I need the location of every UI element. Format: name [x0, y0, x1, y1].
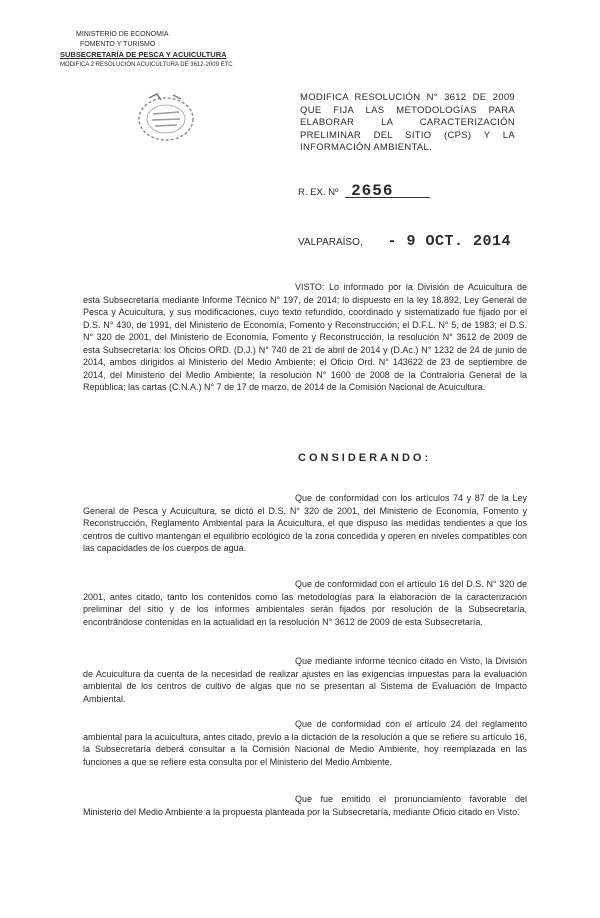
considerando-paragraph: Que de conformidad con los artículos 74 y 87 de la Ley General de Pesca y Acuicultura, se dictó el D.S. N° 320 de 2001, del Ministerio de Economía, Fomento y Reconstrucción, Reglamento Ambiental para la Acuicultura, el que dispuso las medidas tendientes a que los centros de cultivo mantengan el equilibrio ecológico de la zona concedida y operen en niveles compatibles con las capacidades de los cuerpos de agua. [83, 493, 527, 553]
ministry-subtitle: FOMENTO Y TURISMO [80, 41, 156, 48]
rex-value: 2656 [351, 182, 394, 200]
document-title: MODIFICA RESOLUCIÓN N° 3612 DE 2009 QUE FIJA LAS METODOLOGÍAS PARA ELABORAR LA CARACTERIZACIÓN PRELIMINAR DEL SITIO (CPS) Y LA INFORMACIÓN AMBIENTAL. [300, 92, 515, 153]
place-date [298, 233, 511, 250]
ministry-name: MINISTERIO DE ECONOMÍA [76, 31, 169, 38]
subsecretaria-name: SUBSECRETARÍA DE PESCA Y ACUICULTURA [60, 50, 227, 59]
considerando-paragraph: Que de conformidad con el artículo 24 del reglamento ambiental para la acuicultura, antes citado, previo a la dictación de la resolución a que se refiere su artículo 16, la Subsecretaría deberá consultar a la Comisión Nacional de Medio Ambiente, hoy reemplazada en las funciones a que se refiere esta consulta por el Ministerio del Medio Ambiente. [83, 719, 527, 767]
considerando-paragraph: Que de conformidad con el artículo 16 del D.S. N° 320 de 2001, antes citado, tanto los contenidos como las metodologías para la elaboración de la caracterización preliminar del sitio y de los informes ambientales serán fijados por resolución de la Subsecretaría, encontrándose contenidas en la actualidad en la resolución N° 3612 de 2009 de esta Subsecretaría. [83, 579, 527, 627]
rex-label: R. EX. Nº [298, 187, 339, 198]
rex-underline [345, 197, 430, 198]
date-stamp: - 9 OCT. 2014 [387, 233, 511, 250]
considerando-heading: CONSIDERANDO: [298, 452, 432, 464]
place: VALPARAÍSO, [298, 237, 363, 248]
official-stamp-icon [135, 92, 197, 144]
visto-paragraph: VISTO: Lo informado por la División de Acuicultura de esta Subsecretaría mediante Informe Técnico N° 197, de 2014; lo dispuesto en la ley 18.892, Ley General de Pesca y Acuicultura, y sus modificaciones, cuyo texto refundido, coordinado y sistematizado fue fijado por el D.S. N° 430, de 1991, del Ministerio de Economía, Fomento y Reconstrucción; el D.F.L. N° 5, de 1983; el D.S. N° 320 de 2001, del Ministerio de Economía, Fomento y Reconstrucción, la resolución N° 3612 de 2009 de esta Subsecretaría: los Oficios ORD. (D.J.) N° 740 de 21 de abril de 2014 y (D.Ac.) N° 1232 de 24 de junio de 2014, ambos dirigidos al Ministerio del Medio Ambiente; el Oficio Ord. N° 143622 de 23 de septiembre de 2014, del Ministerio del Medio Ambiente; la resolución N° 1600 de 2008 de la Contraloría General de la República; las cartas (C.N.A.) N° 7 de 17 de marzo, de 2014 de la Comisión Nacional de Acuicultura. [83, 282, 527, 392]
considerando-paragraph: Que fue emitido el pronunciamiento favorable del Ministerio del Medio Ambiente a la propuesta planteada por la Subsecretaría, mediante Oficio citado en Visto. [83, 794, 527, 817]
considerando-paragraph: Que mediante informe técnico citado en Visto, la División de Acuicultura da cuenta de la necesidad de realizar ajustes en las exigencias impuestas para la evaluación ambiental de los centros de cultivo de algas que no se presentan al Sistema de Evaluación de Impacto Ambiental. [83, 656, 527, 704]
letterhead [60, 30, 250, 70]
modification-reference: MODIFICA 2 RESOLUCIÓN ACUICULTURA DE 3612-2009 ETC [60, 62, 233, 68]
